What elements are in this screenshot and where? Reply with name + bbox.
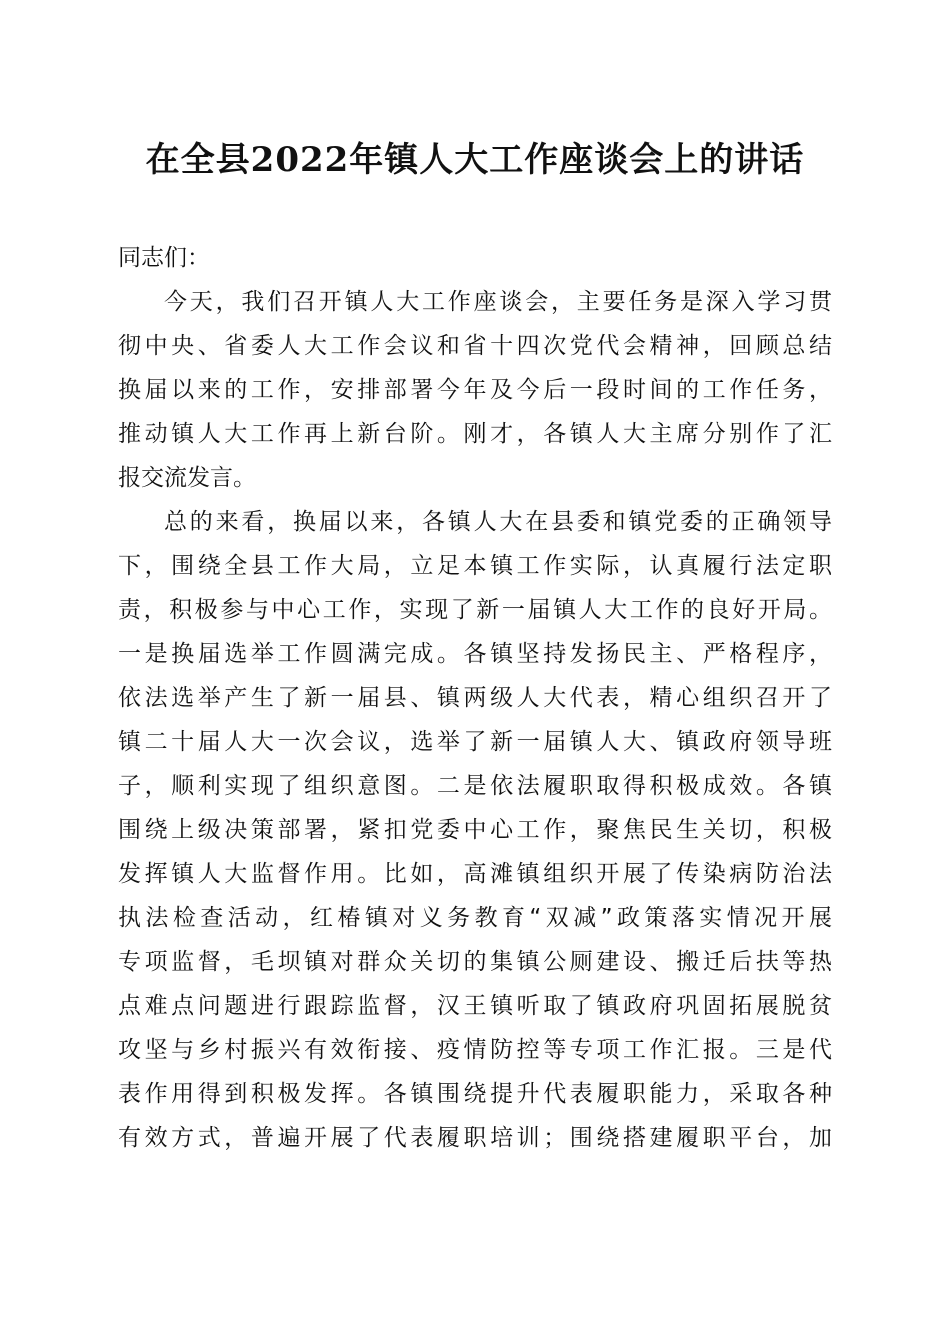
paragraph-2-line: 专项监督，毛坝镇对群众关切的集镇公厕建设、搬迁后扶等热 <box>118 949 832 975</box>
paragraph-2-line: 子，顺利实现了组织意图。二是依法履职取得积极成效。各镇 <box>118 773 832 799</box>
paragraph-1-line: 报交流发言。 <box>118 465 256 491</box>
paragraph-1-line: 今天，我们召开镇人大工作座谈会，主要任务是深入学习贯 <box>164 289 832 315</box>
paragraph-2-line: 镇二十届人大一次会议，选举了新一届镇人大、镇政府领导班 <box>118 729 832 755</box>
paragraph-1-line: 换届以来的工作，安排部署今年及今后一段时间的工作任务， <box>118 377 832 403</box>
paragraph-2-line: 表作用得到积极发挥。各镇围绕提升代表履职能力，采取各种 <box>118 1081 832 1107</box>
paragraph-2-line: 执法检查活动，红椿镇对义务教育“双减”政策落实情况开展 <box>118 905 832 931</box>
paragraph-2-line: 下，围绕全县工作大局，立足本镇工作实际，认真履行法定职 <box>118 553 832 579</box>
paragraph-2-line: 攻坚与乡村振兴有效衔接、疫情防控等专项工作汇报。三是代 <box>118 1037 832 1063</box>
document-title: 在全县2022年镇人大工作座谈会上的讲话 <box>145 140 805 180</box>
paragraph-1-line: 推动镇人大工作再上新台阶。刚才，各镇人大主席分别作了汇 <box>118 421 832 447</box>
paragraph-2-line: 一是换届选举工作圆满完成。各镇坚持发扬民主、严格程序， <box>118 641 832 667</box>
paragraph-2-line: 点难点问题进行跟踪监督，汉王镇听取了镇政府巩固拓展脱贫 <box>118 993 832 1019</box>
paragraph-2-line: 责，积极参与中心工作，实现了新一届镇人大工作的良好开局。 <box>118 597 832 623</box>
salutation: 同志们： <box>118 245 210 271</box>
paragraph-2-line: 有效方式，普遍开展了代表履职培训；围绕搭建履职平台，加 <box>118 1125 832 1151</box>
paragraph-2-line: 总的来看，换届以来，各镇人大在县委和镇党委的正确领导 <box>164 509 832 535</box>
paragraph-2-line: 围绕上级决策部署，紧扣党委中心工作，聚焦民生关切，积极 <box>118 817 832 843</box>
paragraph-2-line: 发挥镇人大监督作用。比如，高滩镇组织开展了传染病防治法 <box>118 861 832 887</box>
paragraph-2-line: 依法选举产生了新一届县、镇两级人大代表，精心组织召开了 <box>118 685 832 711</box>
paragraph-1-line: 彻中央、省委人大工作会议和省十四次党代会精神，回顾总结 <box>118 333 832 359</box>
